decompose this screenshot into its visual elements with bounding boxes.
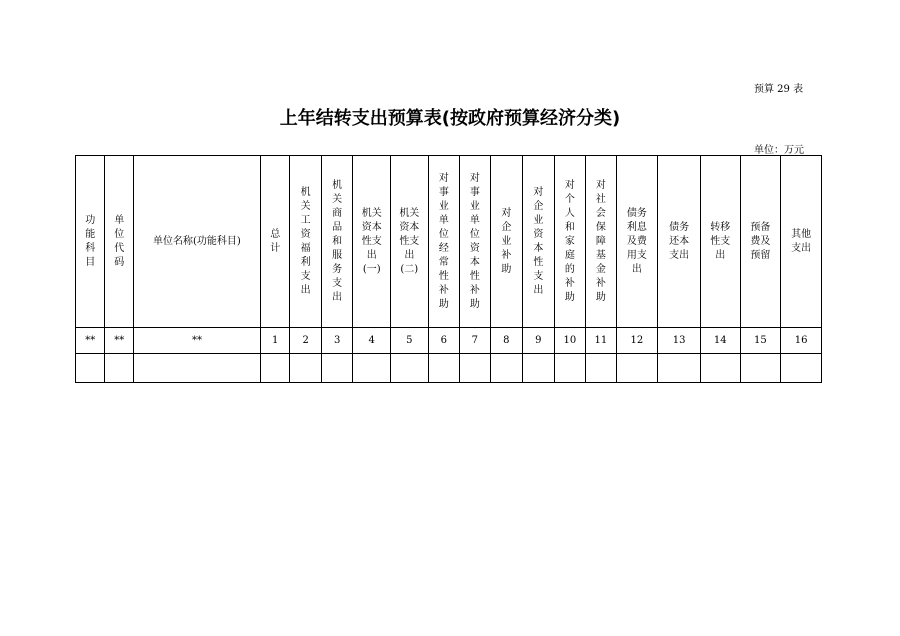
data-cell bbox=[740, 354, 781, 383]
code-cell: 14 bbox=[700, 328, 740, 354]
header-cell: 对 个 人 和 家 庭 的 补 助 bbox=[554, 156, 586, 328]
data-cell bbox=[321, 354, 353, 383]
code-cell: 10 bbox=[554, 328, 586, 354]
code-cell: 15 bbox=[740, 328, 781, 354]
data-cell bbox=[586, 354, 616, 383]
page-title: 上年结转支出预算表(按政府预算经济分类) bbox=[279, 108, 621, 129]
header-cell: 对 企 业 资 本 性 支 出 bbox=[523, 156, 555, 328]
code-cell: ** bbox=[133, 328, 260, 354]
data-cell bbox=[658, 354, 701, 383]
code-cell: 1 bbox=[260, 328, 289, 354]
header-cell: 债务 还本 支出 bbox=[658, 156, 701, 328]
code-cell: 16 bbox=[781, 328, 822, 354]
header-cell: 对 事 业 单 位 资 本 性 补 助 bbox=[460, 156, 490, 328]
header-cell: 机关 资本 性支 出 (二) bbox=[391, 156, 429, 328]
unit-label: 单位：万元 bbox=[754, 145, 804, 156]
header-cell: 转移 性支 出 bbox=[700, 156, 740, 328]
header-cell: 单位名称(功能科目) bbox=[133, 156, 260, 328]
header-cell: 机关 资本 性支 出 (一) bbox=[353, 156, 391, 328]
empty-data-row bbox=[76, 354, 822, 383]
code-cell: 3 bbox=[321, 328, 353, 354]
data-cell bbox=[523, 354, 555, 383]
code-cell: 8 bbox=[490, 328, 523, 354]
code-cell: 7 bbox=[460, 328, 490, 354]
code-cell: 2 bbox=[290, 328, 322, 354]
header-cell: 总 计 bbox=[260, 156, 289, 328]
header-cell: 对 企 业 补 助 bbox=[490, 156, 523, 328]
header-row bbox=[76, 156, 822, 328]
code-cell: 11 bbox=[586, 328, 616, 354]
form-number: 预算 29 表 bbox=[754, 84, 804, 95]
header-cell: 对 社 会 保 障 基 金 补 助 bbox=[586, 156, 616, 328]
code-cell: 4 bbox=[353, 328, 391, 354]
header-cell: 机 关 商 品 和 服 务 支 出 bbox=[321, 156, 353, 328]
data-cell bbox=[105, 354, 133, 383]
data-cell bbox=[781, 354, 822, 383]
data-cell bbox=[76, 354, 105, 383]
header-cell: 预备 费及 预留 bbox=[740, 156, 781, 328]
header-cell: 机 关 工 资 福 利 支 出 bbox=[290, 156, 322, 328]
header-cell: 债务 利息 及费 用支 出 bbox=[616, 156, 658, 328]
data-cell bbox=[353, 354, 391, 383]
data-cell bbox=[133, 354, 260, 383]
header-cell: 功 能 科 目 bbox=[76, 156, 105, 328]
code-cell: 13 bbox=[658, 328, 701, 354]
data-cell bbox=[554, 354, 586, 383]
data-cell bbox=[460, 354, 490, 383]
budget-table bbox=[75, 155, 822, 383]
code-cell: ** bbox=[105, 328, 133, 354]
data-cell bbox=[700, 354, 740, 383]
header-cell: 对 事 业 单 位 经 常 性 补 助 bbox=[428, 156, 460, 328]
code-cell: 12 bbox=[616, 328, 658, 354]
data-cell bbox=[616, 354, 658, 383]
code-cell: ** bbox=[76, 328, 105, 354]
data-cell bbox=[428, 354, 460, 383]
code-cell: 5 bbox=[391, 328, 429, 354]
code-cell: 6 bbox=[428, 328, 460, 354]
data-cell bbox=[490, 354, 523, 383]
data-cell bbox=[391, 354, 429, 383]
code-cell: 9 bbox=[523, 328, 555, 354]
header-cell: 其他 支出 bbox=[781, 156, 822, 328]
data-cell bbox=[260, 354, 289, 383]
data-cell bbox=[290, 354, 322, 383]
column-code-row bbox=[76, 328, 822, 354]
header-cell: 单 位 代 码 bbox=[105, 156, 133, 328]
